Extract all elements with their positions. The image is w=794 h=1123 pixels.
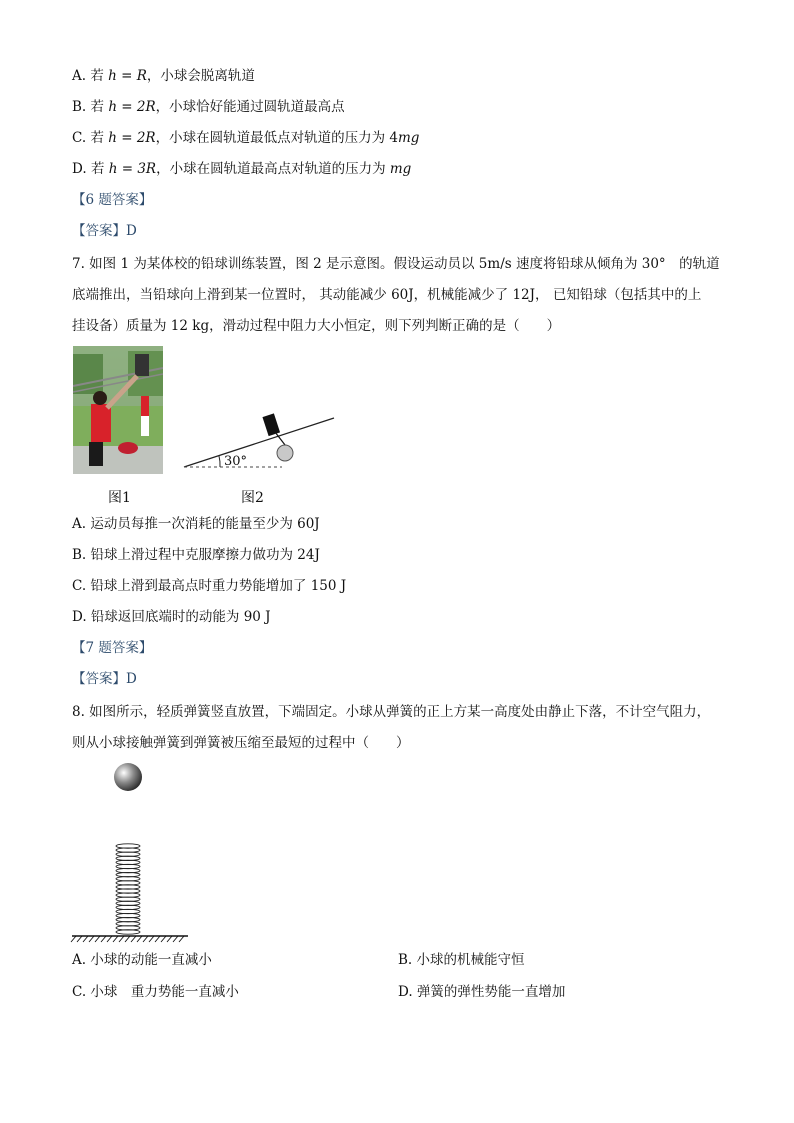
angle-arc [219,456,220,467]
hatch-mark [173,936,178,942]
q7-option-b: B. 铅球上滑过程中克服摩擦力做功为 24J [72,547,320,563]
option-text: 若 [90,130,109,146]
option-text: ，小球恰好能通过圆轨道最高点 [155,99,345,115]
incline-line [184,418,334,467]
q7-stem-line-1: 7. 如图 1 为某体校的铅球训练装置，图 2 是示意图。假设运动员以 5m/s 速度将铅球从倾角为 30° 的轨道 [72,256,720,272]
q7-answer-header: 【7 题答案】 [72,640,153,656]
option-text: 若 [90,68,109,84]
option-label: B. [72,99,87,115]
math-expr: mg [397,130,420,146]
hatch-mark [107,936,112,942]
hatch-mark [131,936,136,942]
spring-icon [116,844,140,934]
hatch-mark [125,936,130,942]
shot-ball [277,445,293,461]
hatch-mark [89,936,94,942]
math-expr: mg [389,161,412,177]
q7-option-d: D. 铅球返回底端时的动能为 90 J [72,609,271,625]
hatch-mark [119,936,124,942]
q8-option-a: A. 小球的动能一直减小 [72,952,212,968]
hatch-mark [71,936,76,942]
q8-option-b: B. 小球的机械能守恒 [398,952,525,968]
q7-stem-line-2: 底端推出，当铅球向上滑到某一位置时， 其动能减少 60J，机械能减少了 12J， 已知铅球（包括其中的上 [72,287,702,303]
option-label: A. [72,68,87,84]
hatch-mark [143,936,148,942]
hatch-mark [113,936,118,942]
hatch-mark [83,936,88,942]
figure-1-caption: 图1 [108,490,131,506]
figure-2-diagram [180,408,340,474]
figure-2-caption: 图2 [241,490,264,506]
q6-option-c [72,128,419,148]
option-text: 若 [90,99,109,115]
q6-option-a [72,66,255,86]
option-text: ，小球在圆轨道最低点对轨道的压力为 4 [155,130,398,146]
option-text: 若 [90,161,109,177]
q6-answer-header: 【6 题答案】 [72,192,153,208]
q8-stem-line-1: 8. 如图所示，轻质弹簧竖直放置，下端固定。小球从弹簧的正上方某一高度处由静止下落，不计空气阻力， [72,704,711,720]
option-text: ，小球会脱离轨道 [146,68,255,84]
hatch-mark [95,936,100,942]
q8-option-d: D. 弹簧的弹性势能一直增加 [398,984,566,1000]
angle-label: 30° [224,454,248,469]
q7-option-c: C. 铅球上滑到最高点时重力势能增加了 150 J [72,578,347,594]
math-expr: h = R [108,68,147,84]
ground-hatch [71,936,184,942]
hatch-mark [155,936,160,942]
hatch-mark [101,936,106,942]
q8-option-c: C. 小球 重力势能一直减小 [72,984,239,1000]
q6-option-d [72,159,411,179]
q7-stem-line-3: 挂设备）质量为 12 kg，滑动过程中阻力大小恒定，则下列判断正确的是（ ） [72,318,561,334]
q7-option-a: A. 运动员每推一次消耗的能量至少为 60J [72,516,320,532]
hatch-mark [137,936,142,942]
hatch-mark [161,936,166,942]
hatch-mark [77,936,82,942]
q6-answer: 【答案】D [72,223,137,239]
sliding-block [262,413,285,449]
option-label: C. [72,130,87,146]
math-expr: h = 3R [108,161,157,177]
falling-ball [114,763,142,791]
hatch-mark [149,936,154,942]
option-text: ，小球在圆轨道最高点对轨道的压力为 [156,161,390,177]
q8-stem-line-2: 则从小球接触弹簧到弹簧被压缩至最短的过程中（ ） [72,735,410,751]
spring-ball-diagram [70,760,195,944]
q7-answer: 【答案】D [72,671,137,687]
option-label: D. [72,161,87,177]
figure-1-photo [73,346,163,474]
hatch-mark [179,936,184,942]
math-expr: h = 2R [108,130,156,146]
hatch-mark [167,936,172,942]
q6-option-b [72,97,345,117]
math-expr: h = 2R [108,99,156,115]
